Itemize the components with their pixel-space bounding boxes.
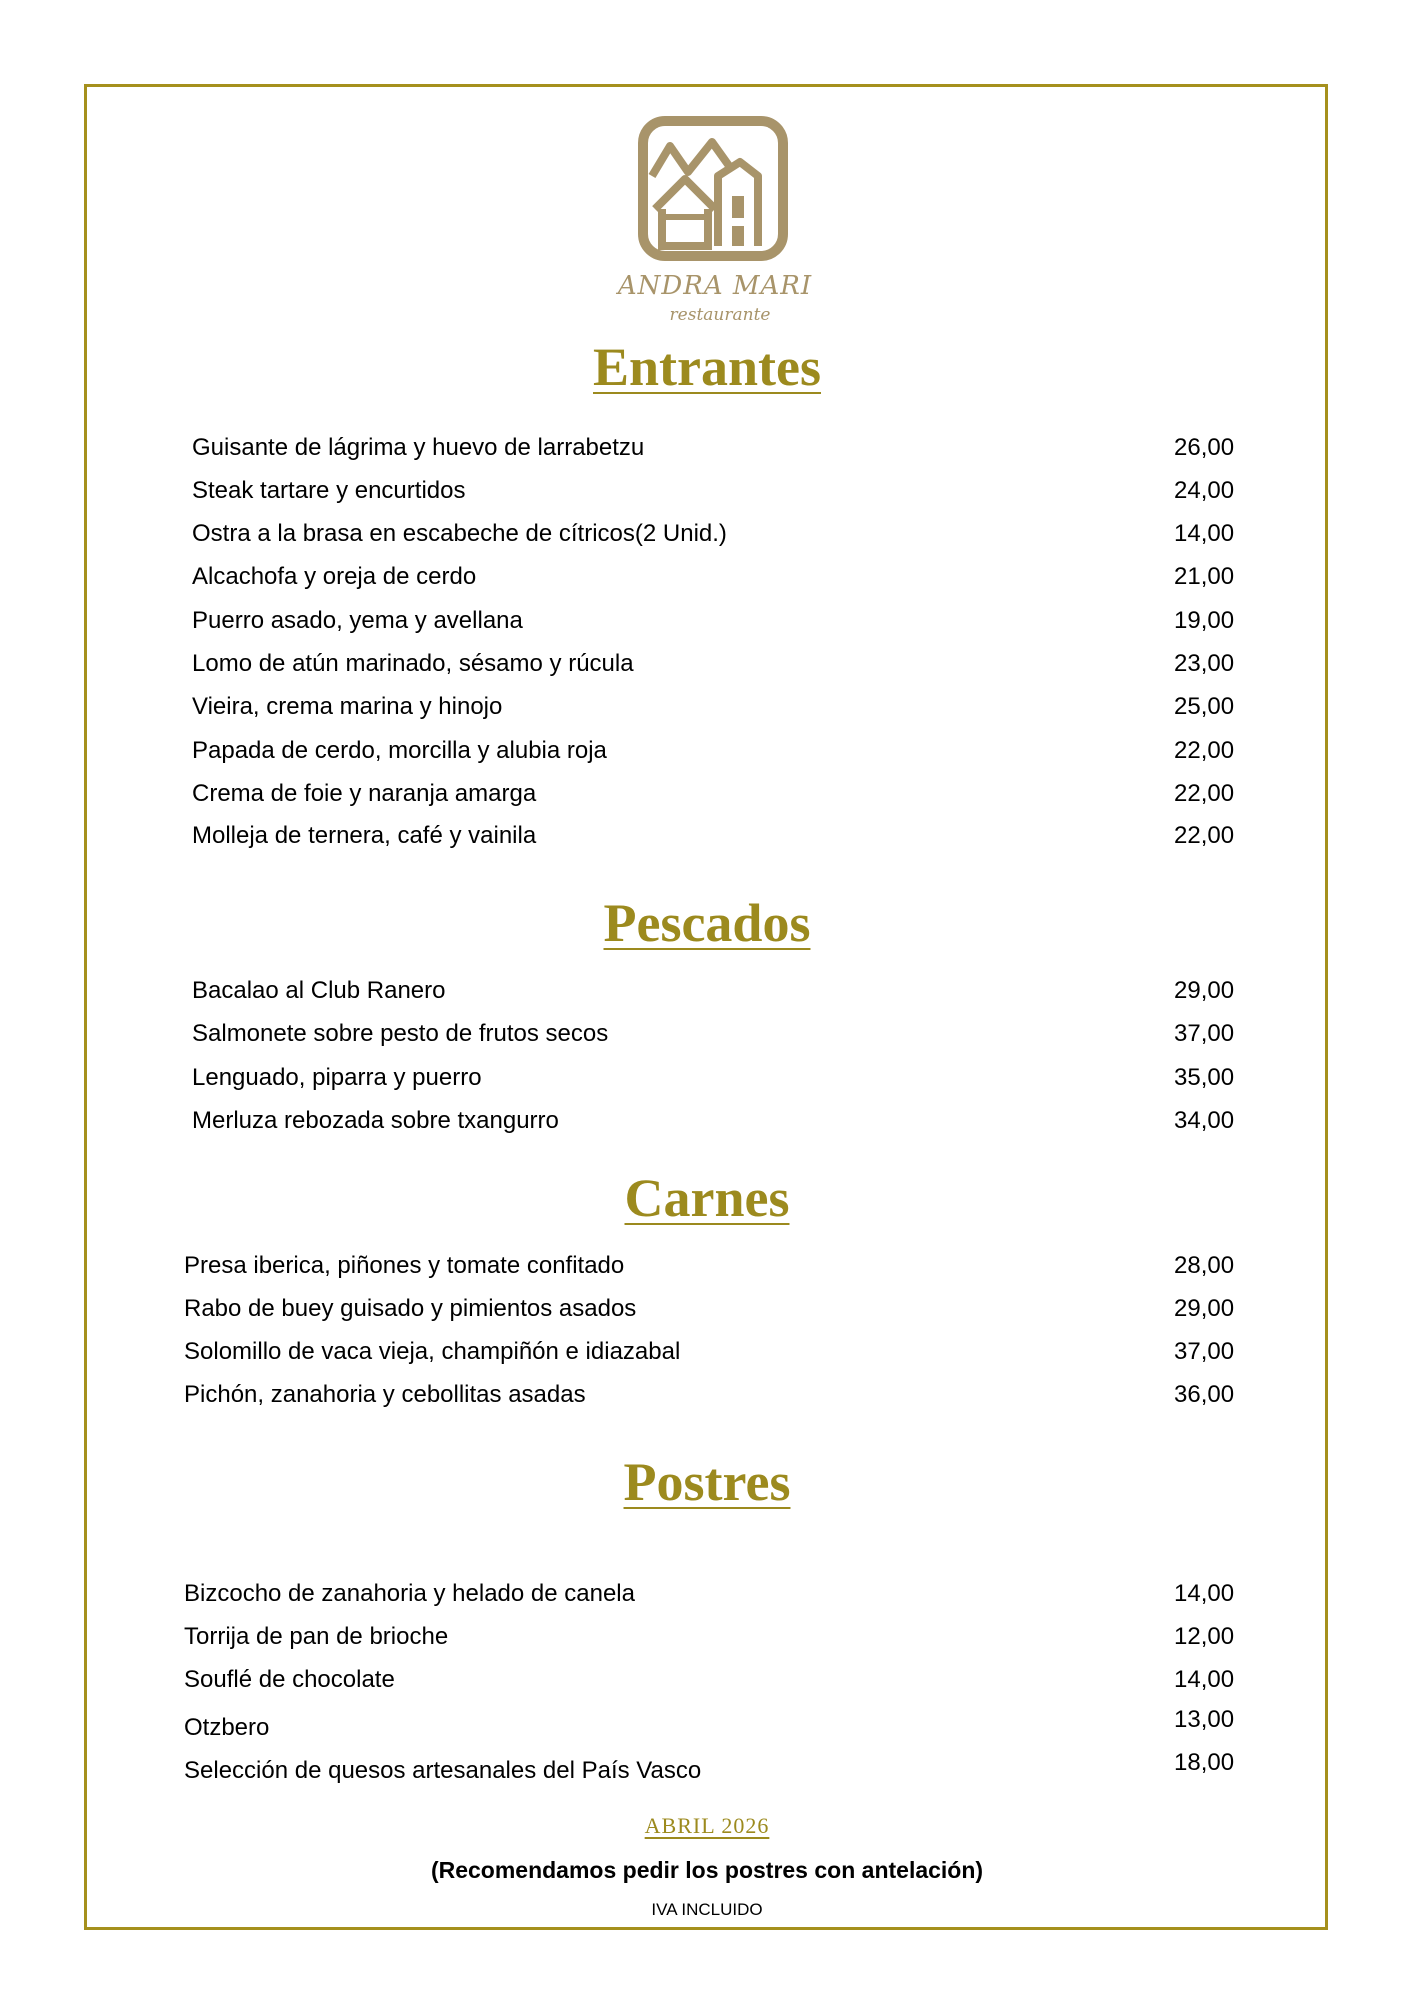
item-price: 29,00 (1174, 1295, 1235, 1322)
item-name: Lomo de atún marinado, sésamo y rúcula (192, 650, 634, 677)
item-price: 29,00 (1174, 977, 1235, 1004)
item-price: 12,00 (1174, 1623, 1235, 1650)
item-price: 34,00 (1174, 1107, 1235, 1134)
item-name: Salmonete sobre pesto de frutos secos (192, 1020, 609, 1047)
item-price: 35,00 (1174, 1064, 1235, 1091)
item-price: 14,00 (1174, 1666, 1235, 1693)
item-price: 26,00 (1174, 434, 1235, 461)
item-price: 36,00 (1174, 1381, 1235, 1408)
item-price: 37,00 (1174, 1020, 1235, 1047)
item-name: Bizcocho de zanahoria y helado de canela (184, 1580, 635, 1607)
item-price: 14,00 (1174, 520, 1235, 547)
item-price: 22,00 (1174, 737, 1235, 764)
item-name: Ostra a la brasa en escabeche de cítricos(2 Unid.) (192, 520, 727, 547)
item-name: Otzbero (184, 1714, 270, 1741)
item-name: Vieira, crema marina y hinojo (192, 693, 503, 720)
item-name: Rabo de buey guisado y pimientos asados (184, 1295, 637, 1322)
item-name: Pichón, zanahoria y cebollitas asadas (184, 1381, 586, 1408)
item-price: 25,00 (1174, 693, 1235, 720)
item-price: 24,00 (1174, 477, 1235, 504)
dessert-advance-note: (Recomendamos pedir los postres con antelación) (430, 1857, 984, 1883)
vat-included-note: IVA INCLUIDO (651, 1900, 763, 1919)
item-name: Crema de foie y naranja amarga (192, 780, 537, 807)
logo-wordmark: ANDRA MARI (617, 271, 813, 301)
item-price: 21,00 (1174, 563, 1235, 590)
item-name: Puerro asado, yema y avellana (192, 607, 523, 634)
item-price: 18,00 (1174, 1749, 1235, 1776)
item-name: Souflé de chocolate (184, 1666, 395, 1693)
section-title-carnes: Carnes (624, 1168, 790, 1228)
item-price: 23,00 (1174, 650, 1235, 677)
logo-subtitle: restaurante (669, 305, 771, 325)
item-name: Guisante de lágrima y huevo de larrabetzu (192, 434, 645, 461)
item-name: Solomillo de vaca vieja, champiñón e idiazabal (184, 1338, 681, 1365)
item-name: Steak tartare y encurtidos (192, 477, 466, 504)
menu-date: ABRIL 2026 (644, 1813, 770, 1838)
item-name: Bacalao al Club Ranero (192, 977, 446, 1004)
item-price: 37,00 (1174, 1338, 1235, 1365)
item-price: 22,00 (1174, 822, 1235, 849)
item-name: Lenguado, piparra y puerro (192, 1064, 482, 1091)
item-price: 28,00 (1174, 1252, 1235, 1279)
item-price: 22,00 (1174, 780, 1235, 807)
item-name: Papada de cerdo, morcilla y alubia roja (192, 737, 607, 764)
section-title-pescados: Pescados (603, 893, 811, 953)
item-name: Torrija de pan de brioche (184, 1623, 449, 1650)
restaurant-logo (600, 114, 830, 334)
item-name: Presa iberica, piñones y tomate confitado (184, 1252, 625, 1279)
section-title-entrantes: Entrantes (593, 337, 821, 397)
item-name: Alcachofa y oreja de cerdo (192, 563, 477, 590)
item-name: Molleja de ternera, café y vainila (192, 822, 537, 849)
section-title-postres: Postres (623, 1452, 791, 1512)
item-price: 13,00 (1174, 1706, 1235, 1733)
item-name: Merluza rebozada sobre txangurro (192, 1107, 559, 1134)
item-price: 19,00 (1174, 607, 1235, 634)
item-name: Selección de quesos artesanales del País Vasco (184, 1757, 702, 1784)
item-price: 14,00 (1174, 1580, 1235, 1607)
